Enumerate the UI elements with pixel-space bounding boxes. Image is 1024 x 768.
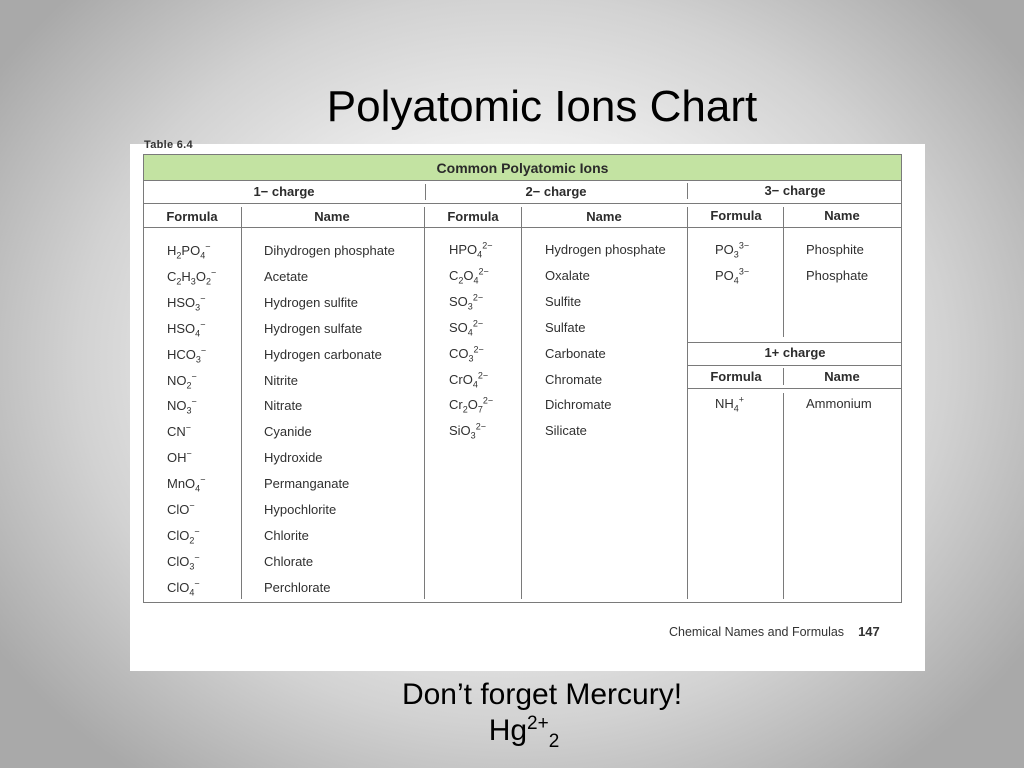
textbook-table-image (130, 139, 925, 671)
divider (783, 393, 784, 599)
col-header-formula-3minus: Formula (710, 208, 762, 223)
formula-part: 2− (482, 396, 494, 407)
ion-name-2minus: Dichromate (545, 397, 612, 413)
formula-part: − (200, 319, 206, 330)
col-header-formula-1minus: Formula (166, 209, 218, 224)
formula-part: NH (715, 396, 734, 411)
divider (783, 207, 784, 337)
formula-part: HPO (449, 242, 478, 257)
ion-formula-2minus (449, 370, 489, 390)
ion-name-1minus: Dihydrogen phosphate (264, 243, 395, 258)
page-footer (669, 624, 880, 639)
ion-formula-1minus (167, 552, 200, 572)
ion-formula-2minus (449, 266, 489, 286)
formula-part: C (449, 267, 459, 283)
ion-name-1minus: Chlorate (264, 553, 314, 569)
formula-part: 3 (189, 561, 195, 572)
group-header-3minus: 3− charge (764, 183, 826, 198)
ion-formula-2minus (449, 240, 493, 260)
ion-formula-1minus (167, 502, 195, 517)
formula-part: 4 (195, 483, 201, 494)
formula-part: 4 (189, 587, 195, 598)
ion-name-3minus: Phosphite (806, 242, 864, 257)
ion-name-1minus: Permanganate (264, 476, 350, 492)
formula-part: 2− (475, 421, 486, 432)
formula-part: ClO (167, 527, 190, 543)
formula-part: CrO (449, 371, 473, 387)
formula-part: H (181, 268, 191, 284)
ion-formula-3minus (715, 240, 750, 260)
formula-part: − (200, 293, 206, 304)
formula-part: − (194, 526, 200, 537)
formula-part: − (191, 371, 197, 382)
formula-part: 2− (472, 318, 484, 329)
divider (783, 368, 784, 385)
formula-part: SO (449, 293, 468, 309)
formula-part: Cr (449, 397, 463, 413)
table-label: Table 6.4 (144, 139, 193, 151)
formula-part: 3 (190, 276, 196, 287)
col-header-formula-2minus: Formula (447, 209, 499, 224)
formula-part: 4 (195, 328, 201, 339)
mercury-note (0, 677, 1024, 752)
formula-part: 2 (189, 535, 195, 546)
ion-name-1minus: Hydrogen sulfite (264, 294, 358, 310)
ion-formula-1minus (167, 526, 200, 546)
divider (424, 207, 425, 599)
mercury-formula (0, 713, 1024, 752)
ion-formula-2minus (449, 318, 484, 338)
formula-part: 3− (738, 240, 750, 251)
formula-part: + (738, 394, 745, 405)
divider (687, 342, 901, 343)
formula-part: NO (167, 398, 187, 414)
ion-name-2minus: Hydrogen phosphate (545, 242, 666, 257)
divider (687, 365, 901, 366)
formula-part: 4 (477, 249, 483, 260)
ion-name-1minus: Chlorite (264, 527, 309, 543)
formula-part: 2 (458, 275, 464, 286)
formula-part: 3 (468, 353, 474, 364)
formula-part: 3 (195, 302, 201, 313)
ion-name-2minus: Carbonate (545, 345, 606, 361)
formula-part: − (189, 500, 195, 511)
ion-name-1minus: Hydrogen carbonate (264, 346, 382, 362)
mercury-formula-sup: 2+ (527, 713, 549, 734)
ion-formula-2minus (449, 396, 494, 415)
divider (521, 207, 522, 599)
formula-part: OH (167, 450, 187, 466)
formula-part: 2 (462, 404, 468, 415)
formula-part: − (200, 474, 206, 485)
formula-part: ClO (167, 579, 190, 595)
slide-title: Polyatomic Ions Chart (326, 82, 758, 131)
formula-part: 2− (482, 240, 493, 251)
col-header-formula-1plus: Formula (710, 369, 762, 384)
ion-name-1minus: Hydroxide (264, 450, 323, 466)
col-header-name-1plus: Name (824, 369, 860, 384)
ion-name-1minus: Perchlorate (264, 579, 331, 595)
ion-name-1minus: Nitrate (264, 398, 303, 414)
formula-part: 4 (200, 250, 206, 261)
formula-part: ClO (167, 502, 190, 517)
formula-part: 2− (473, 344, 484, 355)
formula-part: SiO (449, 423, 471, 439)
formula-part: O (463, 267, 474, 283)
formula-part: − (191, 397, 197, 408)
ion-formula-1minus (167, 474, 206, 494)
formula-part: O (467, 397, 478, 413)
formula-part: 3 (470, 430, 476, 441)
ion-formula-1minus (167, 371, 197, 391)
formula-part: − (186, 448, 192, 459)
formula-part: 3 (467, 301, 473, 312)
formula-part: 2 (176, 250, 182, 261)
formula-part: − (185, 422, 192, 433)
ion-name-2minus: Chromate (545, 371, 603, 387)
ion-formula-1minus (167, 293, 206, 313)
formula-part: 4 (733, 275, 739, 286)
ion-name-1minus: Cyanide (264, 424, 312, 440)
formula-part: HSO (167, 320, 196, 336)
col-header-name-1minus: Name (314, 209, 350, 224)
formula-part: PO (715, 267, 734, 283)
page-number: 147 (858, 624, 880, 639)
divider (687, 388, 901, 389)
formula-part: CO (449, 345, 469, 361)
ion-formula-1minus (167, 578, 200, 598)
ion-formula-1minus (167, 345, 207, 365)
ion-formula-2minus (449, 344, 484, 364)
formula-part: 7 (477, 404, 483, 415)
note-text: Don’t forget Mercury! (401, 678, 683, 711)
formula-part: 4 (733, 403, 739, 414)
ion-name-1minus: Nitrite (264, 372, 298, 388)
formula-part: 2− (477, 370, 489, 381)
table-header: Common Polyatomic Ions (144, 155, 901, 181)
col-header-name-3minus: Name (824, 208, 860, 223)
formula-part: HCO (167, 346, 196, 362)
formula-part: 3 (733, 249, 739, 260)
ion-formula-2minus (449, 421, 486, 441)
formula-part: 3− (738, 266, 750, 277)
ion-name-2minus: Sulfite (545, 293, 582, 309)
ion-formula-1minus (167, 424, 191, 439)
formula-part: 2− (472, 292, 484, 303)
group-header-1minus: 1− charge (253, 184, 315, 199)
ion-formula-1minus (167, 450, 192, 465)
mercury-formula-sub: 2 (548, 731, 560, 752)
ion-name-2minus: Sulfate (545, 319, 586, 335)
group-header-2minus: 2− charge (525, 184, 587, 199)
ion-name-2minus: Oxalate (545, 267, 590, 283)
divider (687, 183, 688, 199)
col-header-name-2minus: Name (586, 209, 622, 224)
formula-part: − (200, 345, 207, 356)
formula-part: C (167, 268, 177, 284)
ion-name-1minus: Acetate (264, 268, 309, 284)
formula-part: PO (181, 243, 201, 258)
formula-part: 2 (205, 276, 211, 287)
ion-formula-3minus (715, 266, 750, 286)
divider (241, 207, 242, 599)
ion-name-1minus: Hypochlorite (264, 502, 337, 517)
ion-name-1minus: Hydrogen sulfate (264, 320, 363, 336)
ion-name-2minus: Silicate (545, 423, 587, 439)
formula-part: O (195, 268, 206, 284)
formula-part: 3 (186, 405, 192, 416)
formula-part: 4 (467, 327, 473, 338)
mercury-formula-base: Hg (488, 714, 528, 747)
formula-part: PO (715, 242, 734, 257)
formula-part: 2 (176, 276, 182, 287)
ion-formula-1minus (167, 241, 211, 261)
formula-part: ClO (167, 553, 190, 569)
formula-part: − (194, 552, 200, 563)
formula-part: HSO (167, 294, 196, 310)
divider (687, 207, 688, 599)
ion-name-3minus: Phosphate (806, 267, 869, 283)
ion-formula-1minus (167, 319, 206, 339)
formula-part: SO (449, 319, 468, 335)
formula-part: − (194, 578, 200, 589)
formula-part: 2− (478, 266, 489, 277)
formula-part: CN (167, 424, 186, 440)
formula-part: 3 (195, 354, 201, 365)
formula-part: NO (167, 372, 187, 388)
divider (144, 203, 901, 204)
formula-part: H (167, 243, 177, 258)
ion-formula-1minus (167, 397, 197, 416)
formula-part: 2 (186, 380, 192, 391)
ion-formula-2minus (449, 292, 484, 312)
divider (144, 227, 901, 228)
ion-formula-1plus (715, 394, 745, 414)
ion-formula-1minus (167, 267, 217, 287)
formula-part: − (210, 267, 217, 278)
polyatomic-ions-table (143, 154, 902, 603)
group-header-1plus: 1+ charge (764, 345, 826, 360)
divider (425, 184, 426, 200)
formula-part: 4 (473, 275, 479, 286)
footer-text: Chemical Names and Formulas (669, 625, 845, 639)
formula-part: − (205, 241, 211, 252)
ion-name-1plus: Ammonium (806, 396, 872, 411)
formula-part: MnO (167, 476, 196, 492)
formula-part: 4 (472, 379, 478, 390)
